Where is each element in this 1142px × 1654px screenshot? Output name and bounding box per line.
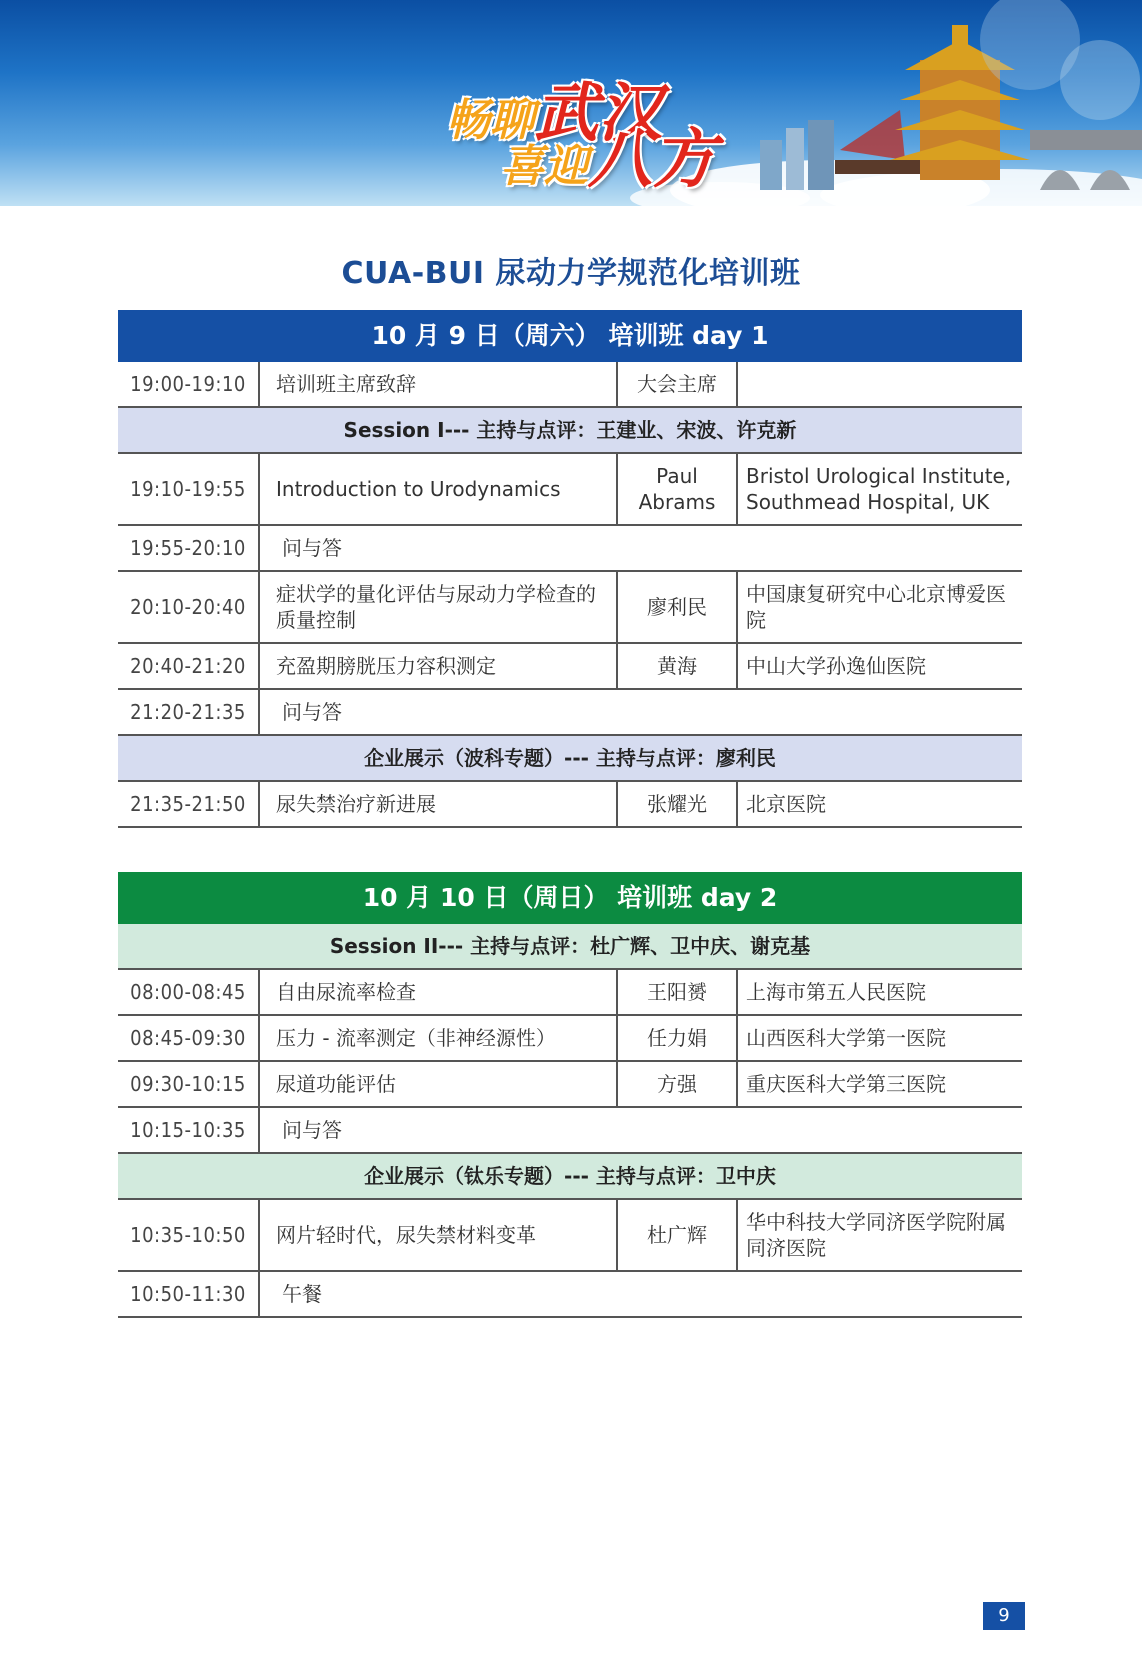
topic-cell: 培训班主席致辞 <box>260 362 618 406</box>
institution-cell: Bristol Urological Institute, Southmead Hospital, UK <box>746 464 1012 514</box>
time-cell: 19:55-20:10 <box>118 526 260 570</box>
time-cell: 10:35-10:50 <box>118 1200 260 1270</box>
time-cell: 20:10-20:40 <box>118 572 260 642</box>
table-row <box>118 1200 1022 1272</box>
time-cell: 19:00-19:10 <box>118 362 260 406</box>
speaker-cell: 王阳赟 <box>618 970 738 1014</box>
institution-cell: 中山大学孙逸仙医院 <box>746 654 926 678</box>
institution-cell <box>738 362 1022 406</box>
table-row <box>118 526 1022 572</box>
session-row <box>118 736 1022 782</box>
topic-cell: 症状学的量化评估与尿动力学检查的质量控制 <box>260 572 618 642</box>
speaker-cell: Paul Abrams <box>618 454 738 524</box>
session-row <box>118 1154 1022 1200</box>
topic-cell: 午餐 <box>282 1282 322 1306</box>
day1-schedule-table <box>118 310 1022 828</box>
session-label: 企业展示（钛乐专题）--- 主持与点评：卫中庆 <box>364 1164 776 1188</box>
speaker-cell: 张耀光 <box>618 782 738 826</box>
table-row <box>118 1272 1022 1318</box>
speaker-cell: 廖利民 <box>618 572 738 642</box>
header-banner <box>0 0 1142 206</box>
table-row <box>118 1016 1022 1062</box>
institution-cell: 北京医院 <box>746 792 826 816</box>
table-row <box>118 1108 1022 1154</box>
institution-cell: 重庆医科大学第三医院 <box>746 1072 946 1096</box>
time-cell: 09:30-10:15 <box>118 1062 260 1106</box>
time-cell: 20:40-21:20 <box>118 644 260 688</box>
table-row <box>118 782 1022 828</box>
topic-cell: 问与答 <box>282 1118 342 1142</box>
topic-cell: 网片轻时代，尿失禁材料变革 <box>260 1200 618 1270</box>
speaker-cell: 杜广辉 <box>618 1200 738 1270</box>
topic-cell: 充盈期膀胱压力容积测定 <box>260 644 618 688</box>
time-cell: 10:50-11:30 <box>118 1272 260 1316</box>
institution-cell: 中国康复研究中心北京博爱医院 <box>746 582 1006 632</box>
session-label: Session I--- 主持与点评：王建业、宋波、许克新 <box>343 418 797 442</box>
session-row <box>118 408 1022 454</box>
session-label: 企业展示（波科专题）--- 主持与点评：廖利民 <box>364 746 776 770</box>
table-row <box>118 644 1022 690</box>
time-cell: 08:45-09:30 <box>118 1016 260 1060</box>
topic-cell: 压力 - 流率测定（非神经源性） <box>260 1016 618 1060</box>
institution-cell: 山西医科大学第一医院 <box>746 1026 946 1050</box>
speaker-cell: 方强 <box>618 1062 738 1106</box>
institution-cell: 华中科技大学同济医学院附属同济医院 <box>746 1210 1006 1260</box>
topic-cell: 尿道功能评估 <box>260 1062 618 1106</box>
day2-schedule-table <box>118 872 1022 1318</box>
time-cell: 19:10-19:55 <box>118 454 260 524</box>
page-number: 9 <box>983 1602 1025 1630</box>
table-row <box>118 454 1022 526</box>
institution-cell: 上海市第五人民医院 <box>746 980 926 1004</box>
topic-cell: 自由尿流率检查 <box>260 970 618 1014</box>
slogan-line-1: 畅聊武汉 <box>446 76 662 151</box>
table-row <box>118 362 1022 408</box>
table-row <box>118 1062 1022 1108</box>
topic-cell: 问与答 <box>282 536 342 560</box>
topic-cell: Introduction to Urodynamics <box>260 454 618 524</box>
time-cell: 21:35-21:50 <box>118 782 260 826</box>
topic-cell: 尿失禁治疗新进展 <box>260 782 618 826</box>
speaker-cell: 大会主席 <box>618 362 738 406</box>
topic-cell: 问与答 <box>282 700 342 724</box>
table-row <box>118 572 1022 644</box>
table-row <box>118 690 1022 736</box>
slogan-line-2: 喜迎八方 <box>500 122 716 197</box>
day1-header: 10 月 9 日（周六） 培训班 day 1 <box>118 310 1022 362</box>
time-cell: 21:20-21:35 <box>118 690 260 734</box>
speaker-cell: 黄海 <box>618 644 738 688</box>
time-cell: 10:15-10:35 <box>118 1108 260 1152</box>
time-cell: 08:00-08:45 <box>118 970 260 1014</box>
session-row <box>118 924 1022 970</box>
day2-header: 10 月 10 日（周日） 培训班 day 2 <box>118 872 1022 924</box>
session-label: Session II--- 主持与点评：杜广辉、卫中庆、谢克基 <box>329 934 811 958</box>
document-title: CUA-BUI 尿动力学规范化培训班 <box>341 256 801 291</box>
table-row <box>118 970 1022 1016</box>
speaker-cell: 任力娟 <box>618 1016 738 1060</box>
